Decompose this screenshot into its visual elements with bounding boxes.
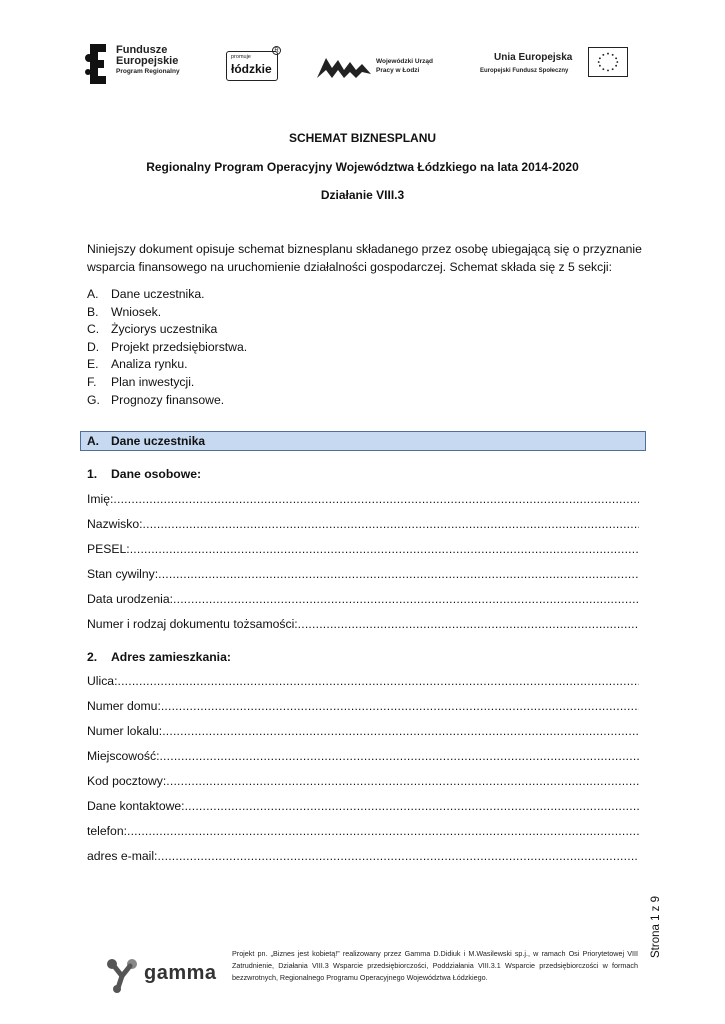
fill-line[interactable] (166, 774, 639, 788)
fill-line[interactable] (162, 724, 639, 738)
gamma-wordmark: gamma (144, 962, 217, 984)
list-item: C. Życiorys uczestnika (87, 322, 218, 337)
lodz-small-text: promuje (231, 54, 251, 60)
fill-line[interactable] (161, 699, 639, 713)
field-telefon[interactable]: telefon: ..... (87, 824, 639, 842)
section-a-header: A. Dane uczestnika (80, 431, 646, 451)
field-pesel[interactable]: PESEL: ..... (87, 542, 639, 560)
fill-line[interactable] (130, 542, 639, 556)
fundusze-europejskie-logo (84, 42, 204, 86)
sections-list (87, 286, 487, 409)
gamma-logo (104, 956, 228, 994)
field-numer-domu[interactable]: Numer domu: ..... (87, 699, 639, 717)
wup-logo (316, 52, 456, 82)
program-subtitle: Regionalny Program Operacyjny Województwa Łódzkiego na lata 2014-2020 (146, 160, 579, 174)
fill-line[interactable] (173, 592, 639, 606)
lodzkie-logo (226, 51, 278, 81)
wup-line1: Wojewódzki Urząd (376, 58, 433, 65)
fe-line1: Fundusze (116, 44, 168, 56)
field-stan-cywilny[interactable]: Stan cywilny: ..... (87, 567, 639, 585)
wup-arrows-icon (316, 54, 372, 80)
fill-line[interactable] (158, 567, 639, 581)
fe-line3: Program Regionalny (116, 68, 180, 75)
fill-line[interactable] (143, 517, 639, 531)
field-nazwisko[interactable]: Nazwisko: ..... (87, 517, 639, 535)
ue-title: Unia Europejska (494, 52, 573, 63)
lodz-big-text: łódzkie (231, 62, 272, 76)
field-kod-pocztowy[interactable]: Kod pocztowy: ..... (87, 774, 639, 792)
fill-line[interactable] (157, 849, 639, 863)
field-ulica[interactable]: Ulica: ..... (87, 674, 639, 692)
list-item: B. Wniosek. (87, 304, 162, 319)
footer-project-note: Projekt pn. „Biznes jest kobietą!” realizowany przez Gamma D.Didiuk i M.Wasilewski sp.j., w ramach Osi Priorytetowej VIII Zatrudnienie, Działania VIII.3 Wsparcie przedsiębiorczości, Poddziałania VIII.3.1 Wsparcie przedsiębiorczości w formach bezzwrotnych, Regionalnego Programu Operacyjnego Województwa Łódzkiego. (232, 949, 638, 982)
eu-flag-icon (588, 47, 628, 77)
intro-paragraph: Niniejszy dokument opisuje schemat biznesplanu składanego przez osobę ubiegającą się o przyznanie wsparcia finansowego na uruchomienie działalności gospodarczej. Schemat składa się z 5 sekcji: (87, 242, 642, 274)
fill-line[interactable] (127, 824, 639, 838)
unia-europejska-logo (478, 47, 638, 85)
list-item: G. Prognozy finansowe. (87, 392, 225, 407)
fe-line2: Europejskie (116, 55, 179, 67)
list-item: D. Projekt przedsiębiorstwa. (87, 339, 248, 354)
fill-line[interactable] (185, 799, 639, 813)
fe-emblem-icon (84, 42, 110, 86)
fill-line[interactable] (113, 492, 639, 506)
fill-line[interactable] (159, 749, 639, 763)
fill-line[interactable] (298, 617, 639, 631)
action-label: Działanie VIII.3 (320, 188, 405, 202)
list-item: A. Dane uczestnika. (87, 287, 205, 301)
list-item: E. Analiza rynku. (87, 357, 188, 372)
document-title: SCHEMAT BIZNESPLANU (288, 131, 437, 145)
field-imie[interactable]: Imię: ..... (87, 492, 639, 510)
field-email[interactable]: adres e-mail: ..... (87, 849, 639, 867)
ue-subtitle: Europejski Fundusz Społeczny (480, 68, 569, 74)
field-dokument[interactable]: Numer i rodzaj dokumentu tożsamości: ..... (87, 617, 639, 635)
field-dane-kontaktowe[interactable]: Dane kontaktowe: ..... (87, 799, 639, 817)
wup-line2: Pracy w Łodzi (376, 67, 420, 74)
address-heading: 2. Adres zamieszkania: (87, 650, 231, 664)
field-miejscowosc[interactable]: Miejscowość: ..... (87, 749, 639, 767)
page-number: Strona 1 z 9 (650, 895, 662, 958)
personal-data-heading: 1. Dane osobowe: (87, 467, 202, 481)
list-item: F. Plan inwestycji. (87, 374, 195, 389)
field-numer-lokalu[interactable]: Numer lokalu: ..... (87, 724, 639, 742)
gamma-mark-icon (104, 956, 142, 994)
field-data-urodzenia[interactable]: Data urodzenia: ..... (87, 592, 639, 610)
fill-line[interactable] (117, 674, 639, 688)
registered-mark-icon: R (272, 46, 281, 55)
